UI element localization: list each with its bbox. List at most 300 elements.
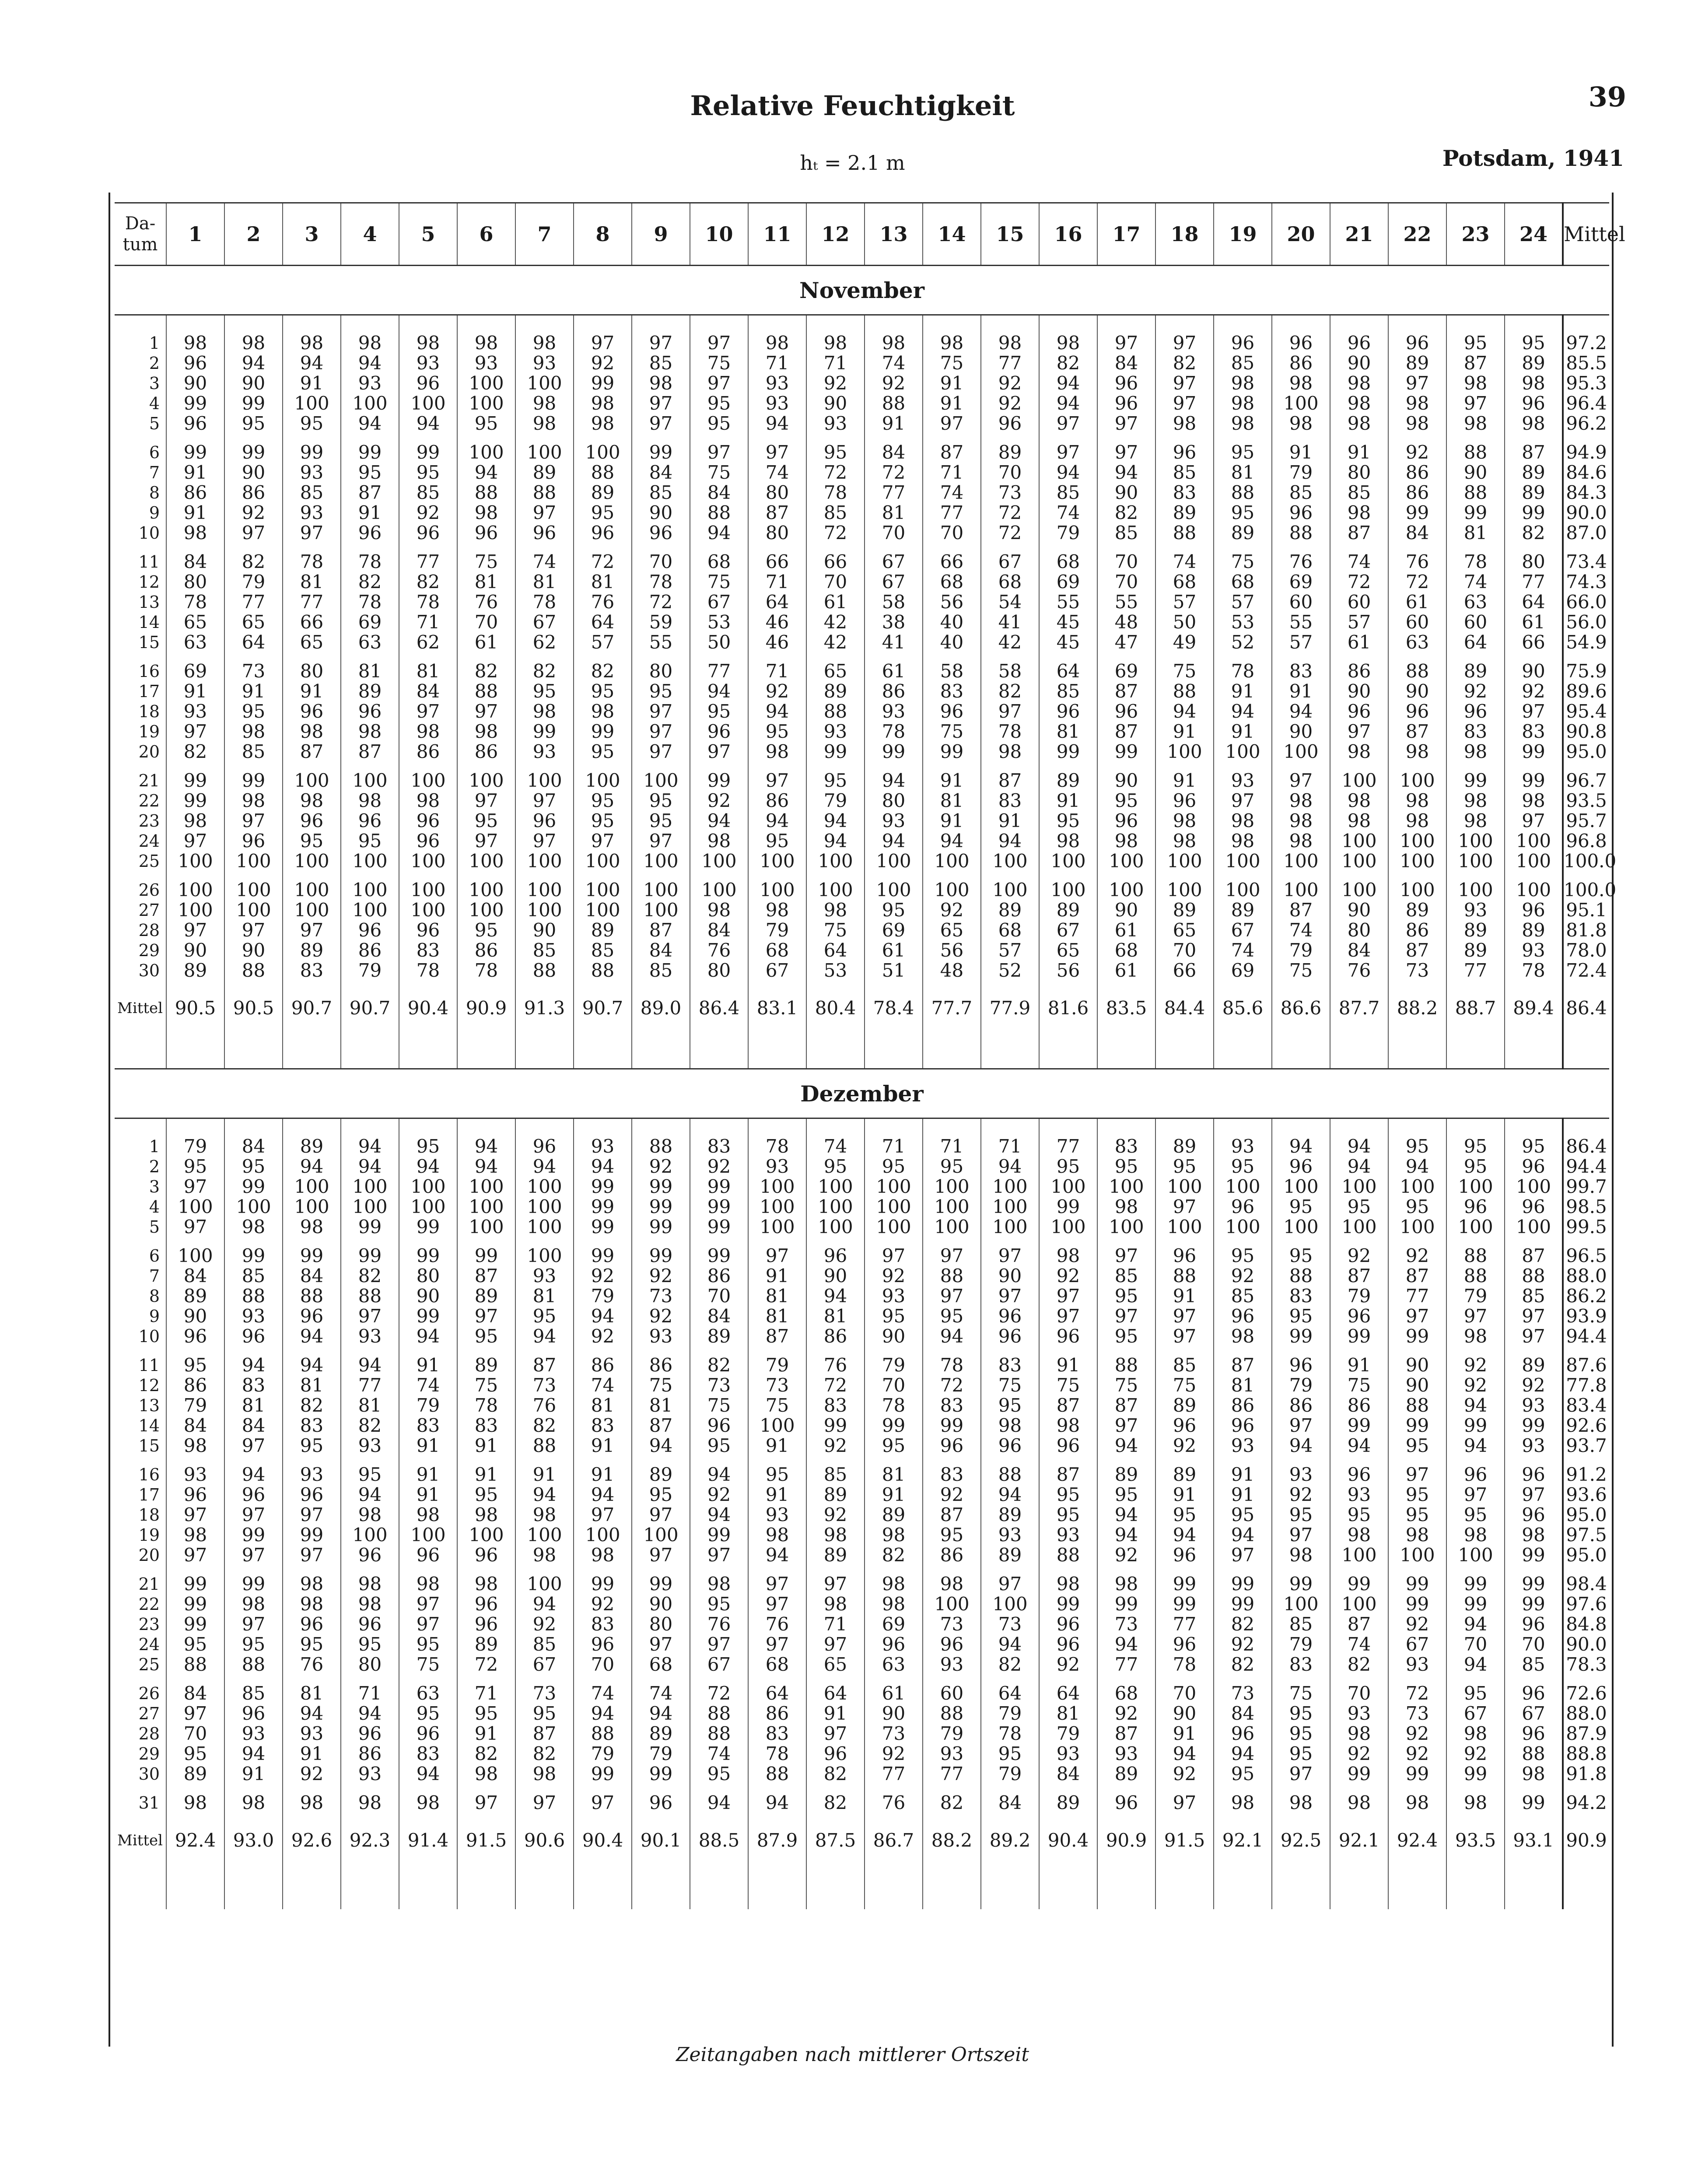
humidity-value: 75 [457, 1375, 515, 1395]
humidity-value: 96 [632, 523, 690, 543]
daily-mean: 97.5 [1563, 1525, 1609, 1545]
humidity-value: 99 [224, 1525, 283, 1545]
humidity-value: 71 [341, 1675, 399, 1704]
humidity-value: 100 [283, 1197, 341, 1217]
humidity-value: 88 [690, 1704, 748, 1724]
daily-mean: 84.6 [1563, 463, 1609, 483]
humidity-value: 99 [166, 434, 224, 463]
humidity-value: 98 [341, 722, 399, 742]
humidity-value: 82 [806, 1764, 865, 1784]
humidity-value: 68 [1039, 543, 1097, 572]
humidity-value: 83 [457, 1416, 515, 1436]
spacer-cell [283, 1883, 341, 1909]
humidity-value: 76 [457, 592, 515, 612]
spacer-cell [1214, 1051, 1272, 1069]
humidity-value: 54 [981, 592, 1039, 612]
humidity-value: 94 [341, 1136, 399, 1157]
humidity-value: 100 [515, 1237, 574, 1266]
humidity-value: 96 [166, 1485, 224, 1505]
humidity-value: 85 [806, 1456, 865, 1485]
humidity-value: 84 [166, 543, 224, 572]
spacer-cell [690, 1051, 748, 1069]
humidity-value: 60 [1272, 592, 1330, 612]
hourly-mean: 88.7 [1446, 981, 1505, 1051]
humidity-value: 89 [1155, 503, 1214, 523]
humidity-value: 94 [1446, 1614, 1505, 1634]
humidity-value: 94 [224, 353, 283, 373]
humidity-value: 66 [1155, 961, 1214, 981]
humidity-value: 81 [1039, 1704, 1097, 1724]
humidity-value: 88 [1155, 681, 1214, 701]
spacer-cell [1097, 1883, 1155, 1909]
humidity-value: 78 [1155, 1655, 1214, 1675]
spacer-cell [1097, 1118, 1155, 1137]
humidity-value: 81 [1214, 1375, 1272, 1395]
day-row [115, 940, 1609, 961]
humidity-value: 64 [981, 1675, 1039, 1704]
humidity-value: 66 [1505, 632, 1563, 652]
humidity-value: 82 [341, 1266, 399, 1286]
humidity-value: 70 [1446, 1634, 1505, 1655]
humidity-value: 90 [632, 503, 690, 523]
humidity-value: 97 [1155, 333, 1214, 353]
humidity-value: 82 [457, 1744, 515, 1764]
humidity-value: 89 [690, 1326, 748, 1346]
humidity-value: 83 [981, 1346, 1039, 1375]
humidity-value: 95 [748, 831, 806, 851]
spacer-cell [574, 1051, 632, 1069]
humidity-value: 94 [1214, 1744, 1272, 1764]
humidity-value: 100 [1505, 1177, 1563, 1197]
humidity-value: 83 [806, 1395, 865, 1416]
humidity-value: 100 [1155, 851, 1214, 871]
humidity-value: 95 [1446, 1675, 1505, 1704]
day-number: 30 [138, 961, 160, 980]
humidity-value: 68 [748, 940, 806, 961]
humidity-value: 92 [690, 1157, 748, 1177]
humidity-value: 93 [515, 1266, 574, 1286]
humidity-value: 100 [1214, 871, 1272, 900]
humidity-value: 83 [923, 1395, 981, 1416]
humidity-value: 90 [1446, 463, 1505, 483]
daily-mean: 85.5 [1563, 353, 1609, 373]
footer-note: Zeitangaben nach mittlerer Ortszeit [676, 2044, 1029, 2066]
day-row [115, 871, 1609, 900]
humidity-value: 94 [457, 463, 515, 483]
day-row [115, 1177, 1609, 1197]
humidity-value: 85 [1097, 523, 1155, 543]
humidity-value: 89 [981, 1505, 1039, 1525]
humidity-value: 73 [1214, 1675, 1272, 1704]
humidity-value: 98 [1272, 1545, 1330, 1565]
humidity-value: 77 [923, 1764, 981, 1784]
humidity-value: 69 [1214, 961, 1272, 981]
humidity-value: 77 [341, 1375, 399, 1395]
humidity-value: 86 [457, 742, 515, 762]
spacer-cell [1039, 1883, 1097, 1909]
humidity-value: 68 [1097, 940, 1155, 961]
spacer-row [115, 1051, 1609, 1069]
humidity-value: 99 [341, 1217, 399, 1237]
humidity-value: 85 [632, 961, 690, 981]
day-row [115, 831, 1609, 851]
humidity-value: 74 [515, 543, 574, 572]
humidity-value: 97 [1505, 1306, 1563, 1326]
humidity-value: 99 [574, 1217, 632, 1237]
humidity-value: 100 [981, 871, 1039, 900]
humidity-value: 100 [1446, 831, 1505, 851]
humidity-value: 98 [748, 333, 806, 353]
humidity-value: 100 [1446, 1545, 1505, 1565]
hourly-mean: 83.1 [748, 981, 806, 1051]
humidity-value: 100 [224, 900, 283, 920]
humidity-value: 98 [690, 900, 748, 920]
humidity-value: 89 [1505, 463, 1563, 483]
humidity-value: 97 [1446, 1306, 1505, 1326]
humidity-value: 79 [981, 1764, 1039, 1784]
spacer-row [115, 315, 1609, 333]
humidity-value: 63 [399, 1675, 457, 1704]
humidity-value: 100 [457, 1197, 515, 1217]
day-row [115, 851, 1609, 871]
day-row [115, 1724, 1609, 1744]
humidity-value: 64 [1446, 632, 1505, 652]
humidity-value: 99 [632, 1565, 690, 1594]
humidity-value: 94 [806, 1286, 865, 1306]
humidity-value: 97 [515, 831, 574, 851]
humidity-value: 100 [748, 871, 806, 900]
humidity-value: 99 [1039, 1197, 1097, 1217]
daily-mean: 95.7 [1563, 811, 1609, 831]
spacer-cell [1214, 315, 1272, 333]
humidity-value: 100 [1388, 831, 1446, 851]
humidity-value: 89 [981, 434, 1039, 463]
humidity-value: 53 [1214, 612, 1272, 632]
humidity-value: 67 [1039, 920, 1097, 940]
humidity-value: 100 [283, 900, 341, 920]
humidity-value: 98 [224, 1217, 283, 1237]
humidity-value: 97 [1155, 1784, 1214, 1813]
humidity-value: 94 [341, 1704, 399, 1724]
humidity-value: 48 [923, 961, 981, 981]
spacer-cell [981, 315, 1039, 333]
humidity-value: 68 [1214, 572, 1272, 592]
humidity-value: 96 [341, 920, 399, 940]
humidity-value: 98 [1272, 414, 1330, 434]
humidity-value: 100 [1097, 1217, 1155, 1237]
humidity-value: 63 [1388, 632, 1446, 652]
humidity-value: 98 [1214, 373, 1272, 393]
humidity-value: 94 [690, 1505, 748, 1525]
hourly-mean: 78.4 [865, 981, 923, 1051]
humidity-value: 87 [1097, 722, 1155, 742]
hourly-mean: 90.6 [515, 1813, 574, 1883]
daily-mean: 75.9 [1563, 652, 1609, 681]
humidity-value: 99 [574, 1177, 632, 1197]
humidity-value: 97 [923, 414, 981, 434]
humidity-value: 96 [1155, 791, 1214, 811]
humidity-value: 94 [515, 1485, 574, 1505]
humidity-value: 81 [341, 1395, 399, 1416]
humidity-value: 96 [283, 811, 341, 831]
humidity-value: 88 [515, 483, 574, 503]
humidity-value: 88 [283, 1286, 341, 1306]
humidity-value: 72 [865, 463, 923, 483]
day-row [115, 463, 1609, 483]
day-number: 22 [138, 791, 160, 810]
day-number: 30 [138, 1764, 160, 1784]
humidity-value: 97 [1039, 1286, 1097, 1306]
daily-mean: 94.2 [1563, 1784, 1609, 1813]
humidity-value: 92 [632, 1266, 690, 1286]
humidity-value: 78 [341, 592, 399, 612]
humidity-value: 96 [1272, 333, 1330, 353]
humidity-value: 98 [457, 722, 515, 742]
humidity-value: 92 [574, 1326, 632, 1346]
humidity-value: 91 [1155, 1286, 1214, 1306]
humidity-value: 93 [166, 701, 224, 722]
humidity-value: 93 [981, 1525, 1039, 1545]
day-row [115, 791, 1609, 811]
day-number: 24 [138, 831, 160, 851]
humidity-value: 93 [748, 1505, 806, 1525]
humidity-value: 72 [806, 523, 865, 543]
humidity-value: 52 [1214, 632, 1272, 652]
humidity-value: 100 [399, 1177, 457, 1197]
humidity-value: 98 [923, 1565, 981, 1594]
humidity-value: 66 [806, 543, 865, 572]
humidity-value: 84 [632, 463, 690, 483]
humidity-value: 100 [457, 851, 515, 871]
humidity-value: 96 [1155, 1634, 1214, 1655]
hourly-mean: 89.2 [981, 1813, 1039, 1883]
humidity-value: 100 [632, 900, 690, 920]
month-heading-row [115, 266, 1609, 315]
humidity-value: 55 [1097, 592, 1155, 612]
humidity-value: 76 [1388, 543, 1446, 572]
humidity-value: 98 [1446, 373, 1505, 393]
spacer-cell [341, 1051, 399, 1069]
humidity-value: 91 [224, 681, 283, 701]
humidity-value: 82 [515, 652, 574, 681]
humidity-value: 53 [690, 612, 748, 632]
humidity-value: 89 [341, 681, 399, 701]
humidity-value: 65 [1155, 920, 1214, 940]
humidity-value: 67 [981, 543, 1039, 572]
humidity-value: 93 [1039, 1744, 1097, 1764]
humidity-value: 94 [341, 1485, 399, 1505]
humidity-value: 85 [1155, 1346, 1214, 1375]
humidity-value: 98 [515, 393, 574, 414]
day-row [115, 652, 1609, 681]
humidity-value: 100 [1097, 1177, 1155, 1197]
humidity-value: 93 [399, 353, 457, 373]
humidity-value: 100 [341, 1177, 399, 1197]
humidity-value: 88 [690, 1724, 748, 1744]
humidity-value: 96 [399, 1724, 457, 1744]
humidity-value: 99 [1505, 1416, 1563, 1436]
humidity-value: 68 [1155, 572, 1214, 592]
humidity-value: 100 [632, 762, 690, 791]
humidity-value: 99 [632, 1237, 690, 1266]
daily-mean: 88.0 [1563, 1704, 1609, 1724]
day-number: 29 [138, 941, 160, 960]
humidity-value: 91 [1214, 722, 1272, 742]
spacer-cell [1446, 1051, 1505, 1069]
humidity-value: 97 [632, 701, 690, 722]
humidity-value: 100 [1505, 831, 1563, 851]
humidity-value: 86 [1388, 920, 1446, 940]
humidity-value: 90 [1330, 681, 1388, 701]
humidity-value: 98 [166, 811, 224, 831]
humidity-value: 87 [1097, 681, 1155, 701]
humidity-value: 67 [690, 1655, 748, 1675]
humidity-value: 83 [1155, 483, 1214, 503]
humidity-value: 84 [1097, 353, 1155, 373]
humidity-value: 89 [806, 1545, 865, 1565]
humidity-value: 77 [981, 353, 1039, 373]
humidity-value: 96 [1505, 1675, 1563, 1704]
humidity-value: 81 [632, 1395, 690, 1416]
humidity-value: 97 [574, 1784, 632, 1813]
spacer-cell [1330, 315, 1388, 333]
humidity-value: 93 [341, 1326, 399, 1346]
humidity-value: 89 [1446, 920, 1505, 940]
humidity-value: 88 [1388, 1395, 1446, 1416]
humidity-value: 94 [748, 1545, 806, 1565]
day-row [115, 1545, 1609, 1565]
humidity-value: 72 [1388, 572, 1446, 592]
day-row [115, 503, 1609, 523]
humidity-value: 92 [1214, 1634, 1272, 1655]
day-number: 25 [138, 1655, 160, 1674]
humidity-value: 95 [399, 463, 457, 483]
humidity-value: 100 [1388, 1545, 1446, 1565]
humidity-value: 96 [1155, 434, 1214, 463]
humidity-value: 97 [690, 434, 748, 463]
hourly-mean: 90.5 [166, 981, 224, 1051]
humidity-value: 84 [283, 1266, 341, 1286]
humidity-value: 85 [1039, 483, 1097, 503]
humidity-value: 89 [574, 483, 632, 503]
humidity-value: 98 [1505, 373, 1563, 393]
humidity-value: 95 [690, 701, 748, 722]
hour-header: 3 [283, 203, 341, 266]
humidity-value: 100 [1039, 1217, 1097, 1237]
day-row [115, 353, 1609, 373]
humidity-value: 91 [283, 373, 341, 393]
humidity-value: 89 [806, 681, 865, 701]
humidity-value: 99 [865, 742, 923, 762]
humidity-value: 88 [574, 463, 632, 483]
humidity-value: 80 [341, 1655, 399, 1675]
humidity-value: 89 [1214, 523, 1272, 543]
day-number: 16 [138, 1465, 160, 1484]
humidity-value: 95 [748, 1456, 806, 1485]
day-number: 6 [149, 443, 160, 462]
day-number: 14 [138, 613, 160, 632]
day-row [115, 1784, 1609, 1813]
humidity-value: 99 [166, 762, 224, 791]
humidity-value: 89 [166, 1286, 224, 1306]
humidity-value: 82 [341, 1416, 399, 1436]
humidity-value: 99 [341, 434, 399, 463]
humidity-value: 67 [865, 572, 923, 592]
humidity-value: 99 [224, 1237, 283, 1266]
humidity-value: 99 [166, 1614, 224, 1634]
humidity-value: 97 [224, 1545, 283, 1565]
humidity-value: 99 [1446, 762, 1505, 791]
day-number: 24 [138, 1635, 160, 1654]
humidity-value: 98 [1330, 742, 1388, 762]
humidity-value: 95 [1388, 1436, 1446, 1456]
humidity-value: 95 [341, 831, 399, 851]
humidity-value: 84 [224, 1416, 283, 1436]
day-number: 25 [138, 852, 160, 871]
humidity-value: 100 [1388, 1217, 1446, 1237]
spacer-cell [341, 1883, 399, 1909]
humidity-value: 94 [1097, 1505, 1155, 1525]
humidity-value: 88 [224, 1655, 283, 1675]
humidity-value: 46 [748, 632, 806, 652]
humidity-value: 100 [1214, 851, 1272, 871]
humidity-value: 82 [399, 572, 457, 592]
humidity-value: 86 [1214, 1395, 1272, 1416]
day-number: 3 [149, 1177, 160, 1196]
humidity-value: 81 [1039, 722, 1097, 742]
humidity-value: 96 [224, 831, 283, 851]
daily-mean: 86.2 [1563, 1286, 1609, 1306]
humidity-value: 64 [224, 632, 283, 652]
humidity-value: 76 [283, 1655, 341, 1675]
spacer-cell [115, 1118, 166, 1137]
humidity-value: 91 [457, 1436, 515, 1456]
humidity-value: 79 [1272, 463, 1330, 483]
humidity-value: 100 [632, 1525, 690, 1545]
humidity-value: 81 [748, 1306, 806, 1326]
day-number: 8 [149, 483, 160, 502]
humidity-value: 96 [1039, 1326, 1097, 1346]
hourly-mean: 87.5 [806, 1813, 865, 1883]
humidity-value: 70 [923, 523, 981, 543]
humidity-value: 100 [574, 1525, 632, 1545]
humidity-value: 84 [865, 434, 923, 463]
humidity-value: 97 [457, 1784, 515, 1813]
humidity-value: 94 [341, 353, 399, 373]
spacer-cell [1214, 1118, 1272, 1137]
spacer-cell [1505, 1051, 1563, 1069]
humidity-value: 99 [1155, 1565, 1214, 1594]
humidity-value: 96 [923, 1634, 981, 1655]
hourly-mean: 92.4 [166, 1813, 224, 1883]
humidity-value: 56 [923, 592, 981, 612]
humidity-value: 97 [166, 1704, 224, 1724]
humidity-value: 97 [1097, 1416, 1155, 1436]
humidity-value: 91 [283, 1744, 341, 1764]
humidity-value: 98 [341, 1565, 399, 1594]
humidity-value: 92 [923, 1485, 981, 1505]
humidity-value: 98 [457, 1764, 515, 1784]
humidity-value: 100 [341, 900, 399, 920]
spacer-cell [283, 315, 341, 333]
humidity-value: 99 [1446, 1764, 1505, 1784]
humidity-value: 86 [341, 940, 399, 961]
humidity-value: 97 [1039, 414, 1097, 434]
humidity-value: 64 [1039, 1675, 1097, 1704]
humidity-value: 70 [1097, 543, 1155, 572]
humidity-value: 100 [457, 762, 515, 791]
humidity-value: 47 [1097, 632, 1155, 652]
